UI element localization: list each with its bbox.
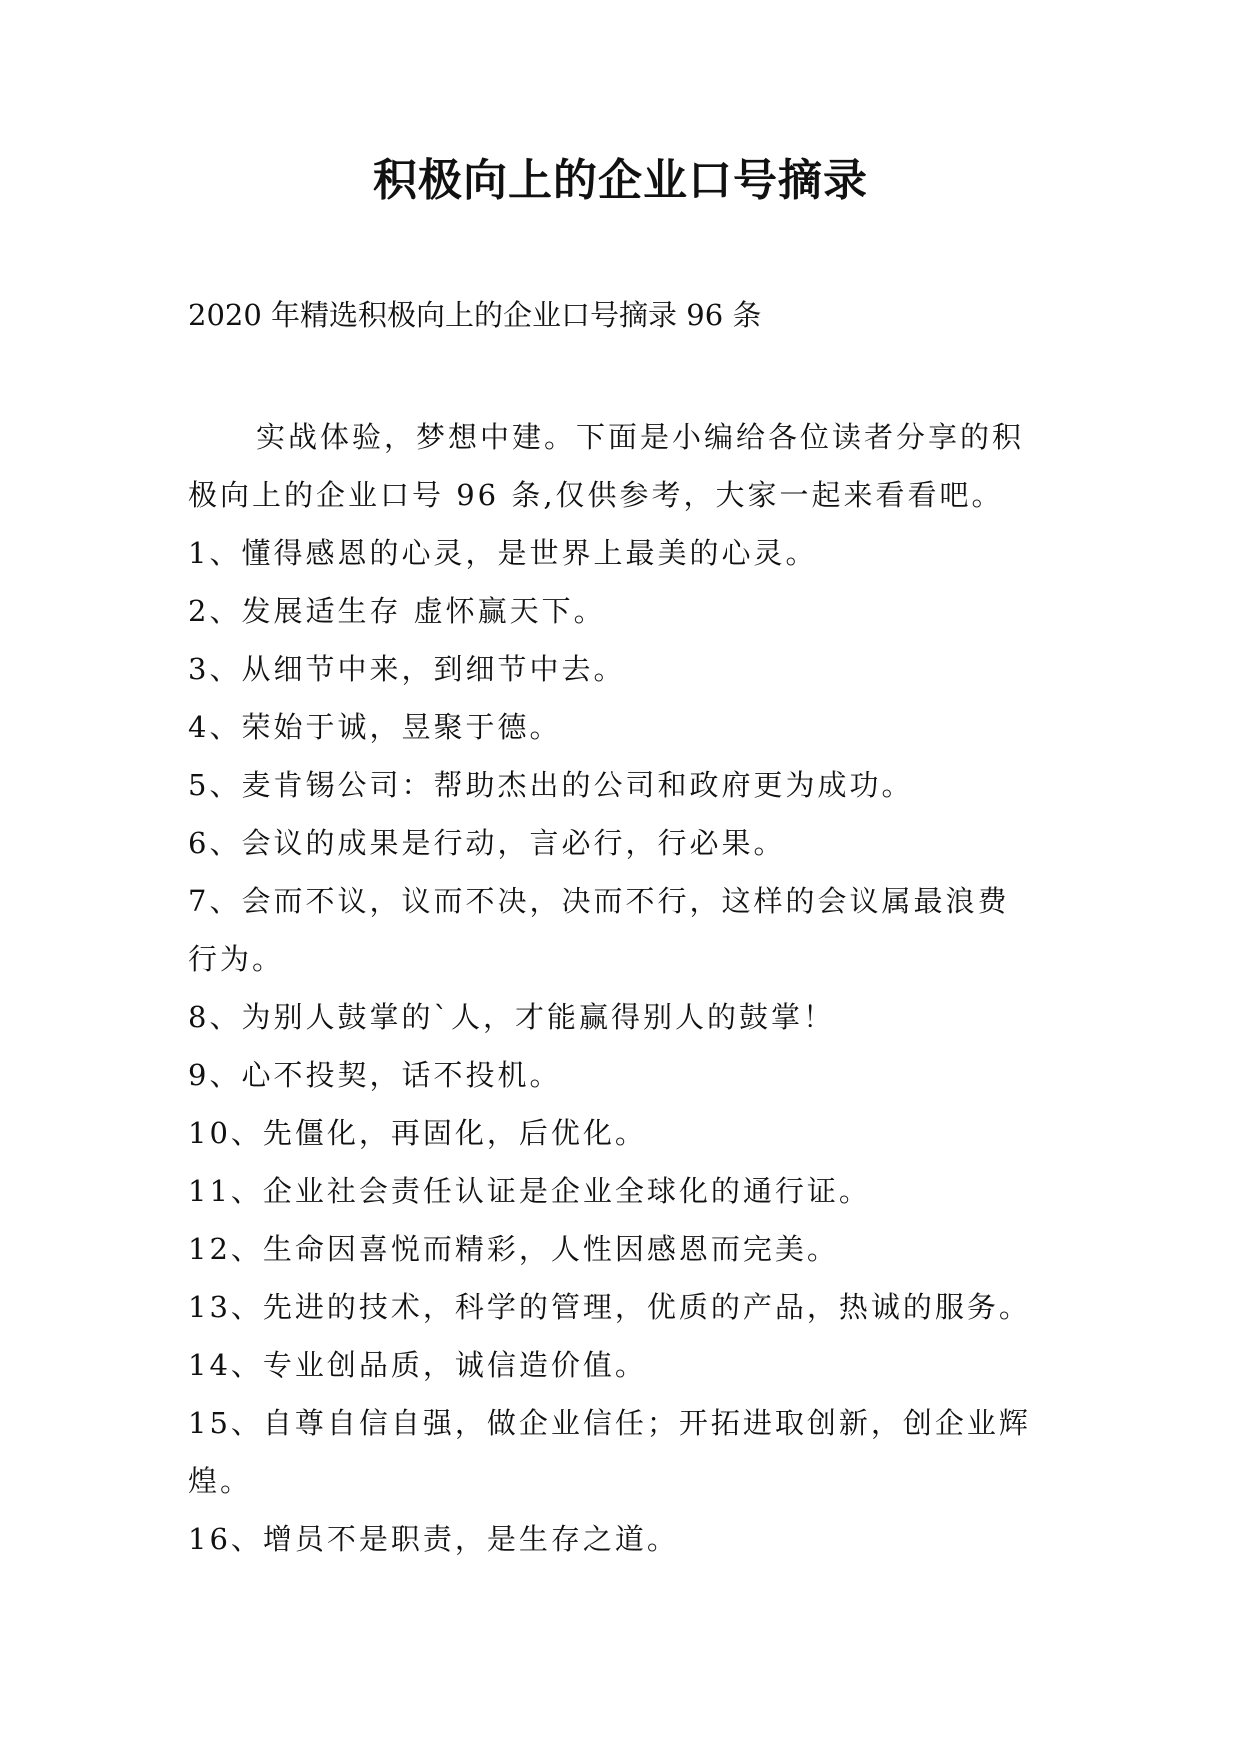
slogan-7-continued: 行为。	[188, 942, 285, 976]
slogan-15-continued: 煌。	[188, 1464, 253, 1498]
slogan-15: 15、自尊自信自强，做企业信任；开拓进取创新，创企业辉	[188, 1406, 1031, 1440]
slogan-8: 8、为别人鼓掌的`人，才能赢得别人的鼓掌！	[188, 1000, 835, 1034]
slogan-16: 16、增员不是职责，是生存之道。	[188, 1522, 679, 1556]
slogan-7: 7、会而不议，议而不决，决而不行，这样的会议属最浪费	[188, 884, 1010, 918]
intro-line-1: 实战体验，梦想中建。下面是小编给各位读者分享的积	[256, 420, 1025, 454]
slogan-13: 13、先进的技术，科学的管理，优质的产品，热诚的服务。	[188, 1290, 1031, 1324]
document-title: 积极向上的企业口号摘录	[373, 155, 868, 206]
slogan-4: 4、荣始于诚，昱聚于德。	[188, 710, 562, 744]
slogan-14: 14、专业创品质，诚信造价值。	[188, 1348, 647, 1382]
document-body	[188, 408, 1088, 1568]
slogan-12: 12、生命因喜悦而精彩，人性因感恩而完美。	[188, 1232, 839, 1266]
slogan-6: 6、会议的成果是行动，言必行，行必果。	[188, 826, 786, 860]
intro-line-2: 极向上的企业口号 96 条,仅供参考，大家一起来看看吧。	[188, 478, 1004, 512]
slogan-10: 10、先僵化，再固化，后优化。	[188, 1116, 647, 1150]
slogan-5: 5、麦肯锡公司：帮助杰出的公司和政府更为成功。	[188, 768, 914, 802]
slogan-11: 11、企业社会责任认证是企业全球化的通行证。	[188, 1174, 871, 1208]
slogan-2: 2、发展适生存 虚怀赢天下。	[188, 594, 606, 628]
document-subtitle: 2020 年精选积极向上的企业口号摘录 96 条	[188, 298, 762, 332]
slogan-3: 3、从细节中来，到细节中去。	[188, 652, 626, 686]
slogan-1: 1、懂得感恩的心灵，是世界上最美的心灵。	[188, 536, 818, 570]
slogan-9: 9、心不投契，话不投机。	[188, 1058, 562, 1092]
